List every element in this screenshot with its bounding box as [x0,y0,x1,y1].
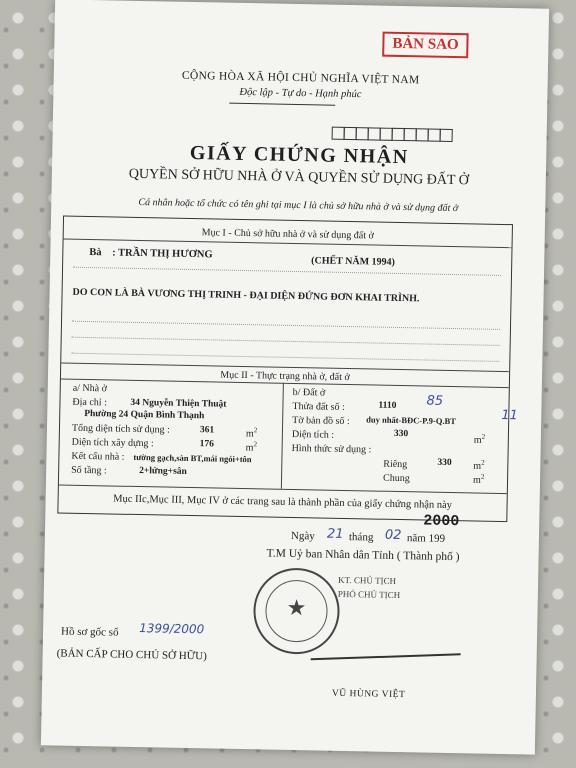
deceased-note: (CHẾT NĂM 1994) [311,255,396,268]
private-value: 330 [437,457,452,469]
signatory-name: VŨ HÙNG VIỆT [331,688,406,701]
structure-label: Kết cấu nhà : [71,450,125,463]
intro-text: Cá nhân hoặc tổ chức có tên ghi tại mục I là chủ sở hữu nhà ở và sử dụng đất ở [138,196,459,215]
section2-heading: Mục II - Thực trạng nhà ở, đất ở [220,369,350,384]
footnote: Mục IIc,Mục III, Mục IV ở các trang sau là thành phần của giấy chứng nhận này [113,493,453,512]
shared-unit: $m^2$ [472,472,485,486]
map-handwritten-note: 11 [501,407,518,424]
date-month-label: tháng [348,531,374,544]
date-month: 02 [384,527,402,544]
issuing-authority: T.M Uỷ ban Nhân dân Tỉnh ( Thành phố ) [266,547,460,564]
usage-label: Hình thức sử dụng : [291,442,372,456]
floors-value: 2+lửng+sân [139,466,187,477]
seal-star-icon: ★ [286,594,307,621]
built-area-value: 176 [199,439,215,450]
official-seal [253,567,341,655]
address-line1: 34 Nguyễn Thiện Thuật [130,397,227,410]
file-number: 1399/2000 [139,621,205,637]
representative-note: DO CON LÀ BÀ VƯƠNG THỊ TRINH - ĐẠI DIỆN ĐỨNG ĐƠN KHAI TRÌNH. [72,286,420,305]
map-label: Tờ bản đồ số : [292,414,350,428]
date-year-label: năm 199 [406,532,446,545]
motto-underline [229,103,335,106]
total-area-value: 361 [199,425,215,436]
owner-prefix: Bà [89,247,102,259]
built-area-label: Diện tích xây dựng : [71,436,154,450]
owner-name: : TRẦN THỊ HƯƠNG [112,247,213,261]
issued-to-note: (BẢN CẤP CHO CHỦ SỞ HỮU) [56,647,207,663]
section1-heading: Mục I - Chủ sở hữu nhà ở và sử dụng đất ở [201,227,374,242]
map-value: duy nhất-BĐC-P.9-Q.BT [366,414,456,427]
private-label: Riêng [383,458,408,471]
private-unit: $m^2$ [473,458,485,472]
document-subtitle: QUYỀN SỞ HỮU NHÀ Ở VÀ QUYỀN SỬ DỤNG ĐẤT Ở [128,166,469,189]
shared-label: Chung [382,472,410,485]
copy-stamp: BẢN SAO [382,32,469,59]
national-title: CỘNG HÒA XÃ HỘI CHỦ NGHĨA VIỆT NAM [181,69,420,87]
signatory-title-1: KT. CHỦ TỊCH [338,574,397,586]
built-area-unit: $m^2$ [245,440,258,454]
document-title: GIẤY CHỨNG NHẬN [189,141,409,169]
national-motto: Độc lập - Tự do - Hạnh phúc [239,86,362,101]
date-year: 2000 [423,512,460,531]
land-heading: b/ Đất ở [292,386,326,399]
date-day: 21 [326,526,344,542]
parcel-value: 1110 [378,400,397,411]
house-heading: a/ Nhà ở [72,382,108,395]
land-area-unit: $m^2$ [473,432,486,446]
date-day-label: Ngày [290,529,315,543]
address-line2: Phường 24 Quận Bình Thạnh [84,408,205,422]
certificate-table [57,216,513,523]
serial-number-boxes [333,127,453,142]
signature [311,653,461,660]
certificate-page [41,0,549,755]
land-area-value: 330 [393,428,409,440]
total-area-unit: $m^2$ [245,426,258,440]
parcel-handwritten: 85 [426,393,444,409]
signatory-title-2: PHÓ CHỦ TỊCH [337,588,401,601]
file-number-label: Hồ sơ gốc số [60,625,119,639]
total-area-label: Tổng diện tích sử dụng : [71,422,170,436]
owner-line [89,247,212,260]
structure-value: tường gạch,sàn BT,mái ngói+tôn [133,451,252,465]
parcel-label: Thửa đất số : [292,400,345,413]
address-label: Địa chỉ : [72,396,108,409]
land-area-label: Diện tích : [291,428,335,441]
floors-label: Số tầng : [71,464,107,477]
section2-divider [281,383,284,489]
